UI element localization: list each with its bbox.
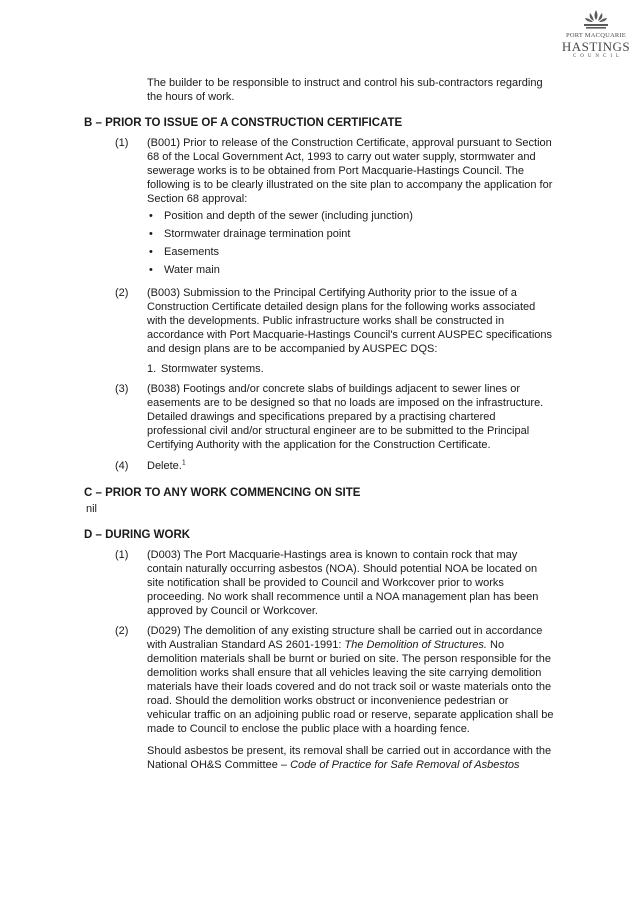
condition-number: (3) (115, 383, 129, 395)
condition-b-3 (84, 382, 554, 452)
logo-line-hastings: HASTINGS (561, 39, 631, 54)
bullet-list (147, 209, 554, 277)
section-b-heading: B – PRIOR TO ISSUE OF A CONSTRUCTION CERTIFICATE (84, 117, 403, 129)
footnote-marker[interactable]: 1 (181, 459, 186, 467)
document-body (84, 76, 554, 772)
condition-text: (D029) The demolition of any existing structure shall be carried out in accordance with Australian Standard AS 2601-1991: The Demolition of Structures. No demolition materials shall be burnt or buried on site. The person responsible for the demolition works shall ensure that all vehicles leaving the site carrying demolition materials have their loads covered and do not track soil or waste materials onto the road. Should the demolition works obstruct or inconvenience pedestrian or vehicular traffic on an adjoining public road or reserve, separate application shall be made to Council to enclose the public place with a hoarding fence. (147, 625, 554, 735)
list-item: • Stormwater drainage termination point (149, 228, 351, 240)
council-logo (560, 8, 632, 70)
condition-d-1 (84, 548, 554, 618)
intro-paragraph: The builder to be responsible to instruct and control his sub-contractors regarding the hours of work. (147, 77, 543, 103)
logo-line-council: COUNCIL (572, 54, 624, 59)
section-c-heading: C – PRIOR TO ANY WORK COMMENCING ON SITE (84, 487, 361, 499)
section-c-text: nil (86, 503, 98, 515)
condition-number: (2) (115, 625, 129, 637)
condition-number: (1) (115, 137, 129, 149)
condition-text: (B001) Prior to release of the Construction Certificate, approval pursuant to Section 68 of the Local Government Act, 1993 to carry out water supply, stormwater and sewerage works is to be obtained from Port Macquarie-Hastings Council. The following is to be clearly illustrated on the site plan to accompany the application for Section 68 approval: (147, 137, 553, 205)
logo-line-port-macquarie: PORT MACQUARIE (566, 32, 626, 39)
list-item: • Easements (149, 246, 220, 258)
condition-text: (B038) Footings and/or concrete slabs of buildings adjacent to sewer lines or easements are to be designed so that no loads are imposed on the infrastructure. Detailed drawings and specifications prepared by a practising chartered professional civil and/or structural engineer are to be submitted to the Principal Certifying Authority with the application for the Construction Certificate. (147, 383, 544, 451)
condition-b-2 (84, 286, 554, 376)
numbered-list-item: 1. Stormwater systems. (147, 363, 264, 375)
section-d-heading: D – DURING WORK (84, 529, 191, 541)
condition-b-4 (84, 459, 554, 473)
condition-text: Delete. (147, 460, 182, 472)
condition-b-1 (84, 136, 554, 281)
list-item: • Water main (149, 264, 220, 276)
condition-text: (B003) Submission to the Principal Certifying Authority prior to the issue of a Construction Certificate detailed design plans for the following works associated with the developments. Public infrastructure works shall be constructed in accordance with Port Macquarie-Hastings Council's current AUSPEC specifications and design plans are to be accompanied by AUSPEC DQS: (147, 287, 552, 355)
condition-number: (2) (115, 287, 129, 299)
condition-text-continued: Should asbestos be present, its removal shall be carried out in accordance with the National OH&S Committee – Code of Practice for Safe Removal of Asbestos (147, 745, 552, 771)
condition-d-2 (84, 624, 554, 772)
condition-number: (4) (115, 460, 129, 472)
list-item: • Position and depth of the sewer (including junction) (149, 210, 413, 222)
condition-number: (1) (115, 549, 129, 561)
council-emblem-icon (582, 8, 610, 32)
condition-text: (D003) The Port Macquarie-Hastings area is known to contain rock that may contain naturally occurring asbestos (NOA). Should potential NOA be located on site notification shall be provided to Council and Workcover prior to works proceeding. No work shall recommence until a NOA management plan has been approved by Council or Workcover. (147, 549, 539, 617)
